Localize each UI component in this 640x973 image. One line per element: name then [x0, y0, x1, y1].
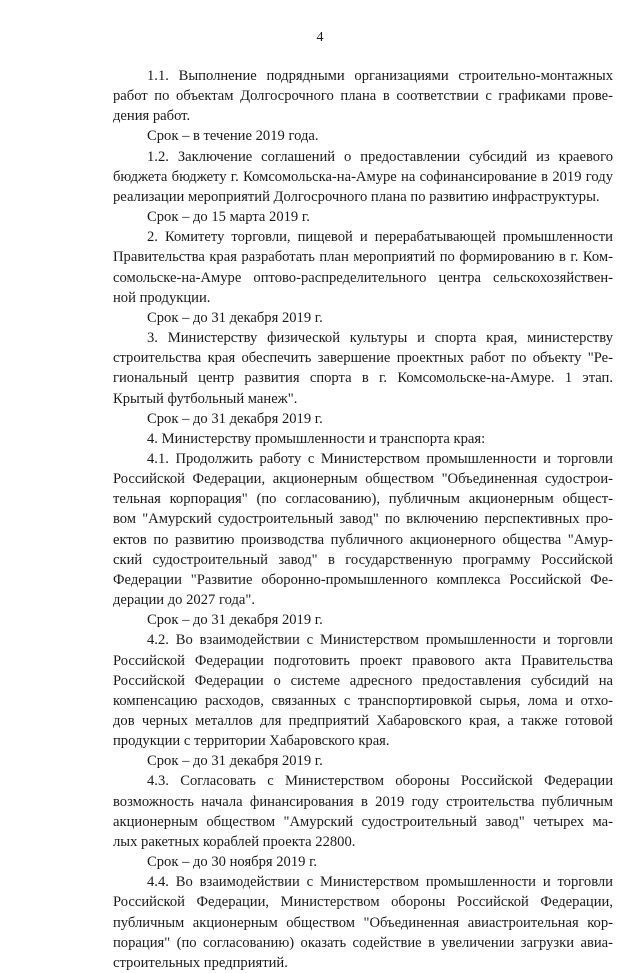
text-line: 2. Комитету торговли, пищевой и перерабатывающей промышленности [147, 229, 613, 246]
text-line: Срок – до 31 декабря 2019 г. [147, 309, 323, 326]
text-line: гиональный центр развития спорта в г. Комсомольске-на-Амуре. 1 этап. [113, 370, 613, 387]
text-line: Срок – до 15 марта 2019 г. [147, 209, 310, 226]
text-line: строительных предприятий. [113, 954, 288, 971]
text-line: строительства края обеспечить завершение проектных работ по объекту "Ре- [113, 350, 613, 367]
paragraph [113, 630, 613, 751]
text-line: 1.1. Выполнение подрядными организациями строительно-монтажных [147, 68, 613, 84]
text-line: Срок – до 31 декабря 2019 г. [147, 753, 323, 770]
paragraph [113, 308, 613, 328]
text-line: продукции с территории Хабаровского края. [113, 733, 390, 750]
text-line: Срок – до 30 ноября 2019 г. [147, 854, 318, 871]
text-line: тельная корпорация" (по согласованию), публичным акционерным общест- [113, 491, 613, 508]
text-line: Российской Федерации о системе адресного предоставления субсидий на [113, 672, 613, 689]
text-line: лых ракетных кораблей проекта 22800. [113, 833, 356, 850]
text-line: ектов по развитию производства публичного акционерного общества "Амур- [113, 531, 613, 548]
text-line: 1.2. Заключение соглашений о предоставлении субсидий из краевого [147, 148, 613, 165]
text-line: Федерации "Развитие оборонно-промышленного комплекса Российской Фе- [113, 571, 613, 588]
text-line: возможность начала финансирования в 2019 году строительства публичным [113, 793, 613, 810]
text-line: 4.4. Во взаимодействии с Министерством промышленности и торговли [147, 874, 613, 891]
text-line: дерации до 2027 года". [113, 592, 255, 609]
paragraph [113, 852, 613, 872]
text-line: Крытый футбольный манеж". [113, 390, 298, 407]
document-body [113, 66, 613, 973]
text-line: 4.3. Согласовать с Министерством обороны Российской Федерации [147, 773, 613, 790]
text-line: 3. Министерству физической культуры и спорта края, министерству [147, 330, 613, 347]
paragraph [113, 207, 613, 227]
text-line: Срок – в течение 2019 года. [147, 128, 319, 145]
paragraph [113, 147, 613, 207]
paragraph [113, 409, 613, 429]
text-line: Срок – до 31 декабря 2019 г. [147, 612, 323, 629]
text-line: бюджета бюджету г. Комсомольска-на-Амуре на софинансирование в 2019 году [113, 168, 613, 185]
paragraph [113, 328, 613, 409]
paragraph [113, 872, 613, 973]
text-line: сомольске-на-Амуре оптово-распределительного центра сельскохозяйствен- [113, 269, 613, 286]
paragraph [113, 227, 613, 308]
text-line: 4.2. Во взаимодействии с Министерством промышленности и торговли [147, 632, 613, 649]
text-line: ной продукции. [113, 289, 211, 306]
page-number: 4 [316, 30, 324, 45]
text-line: Российской Федерации, акционерным обществом "Объединенная судострои- [113, 471, 613, 488]
text-line: реализации мероприятий Долгосрочного плана по развитию инфраструктуры. [113, 188, 600, 205]
paragraph [113, 610, 613, 630]
text-line: Правительства края разработать план мероприятий по формированию в г. Ком- [113, 249, 613, 266]
text-line: работ по объектам Долгосрочного плана в соответствии с графиками прове- [113, 88, 613, 105]
paragraph [113, 449, 613, 610]
text-line: Российской Федерации, Министерством обороны Российской Федерации, [113, 894, 613, 911]
text-line: компенсацию расходов, связанных с транспортировкой сырья, лома и отхо- [113, 692, 613, 709]
text-line: Российской Федерации подготовить проект правового акта Правительства [113, 652, 613, 669]
text-line: публичным акционерным обществом "Объединенная авиастроительная кор- [113, 914, 613, 931]
paragraph [113, 751, 613, 771]
text-line: 4.1. Продолжить работу с Министерством промышленности и торговли [147, 450, 613, 467]
text-line: 4. Министерству промышленности и транспорта края: [147, 430, 486, 447]
text-line: Срок – до 31 декабря 2019 г. [147, 410, 323, 427]
text-line: дов черных металлов для предприятий Хабаровского края, а также готовой [113, 713, 613, 729]
text-line: порация" (по согласованию) оказать содействие в увеличении загрузки авиа- [113, 934, 613, 951]
paragraph [113, 126, 613, 146]
text-line: вом "Амурский судостроительный завод" по включению перспективных про- [113, 511, 613, 528]
text-line: дения работ. [113, 108, 191, 125]
text-line: ский судостроительный завод" в государственную программу Российской [113, 551, 613, 568]
text-line: акционерным обществом "Амурский судостроительный завод" четырех ма- [113, 813, 613, 830]
paragraph [113, 66, 613, 126]
paragraph [113, 429, 613, 449]
paragraph [113, 771, 613, 852]
